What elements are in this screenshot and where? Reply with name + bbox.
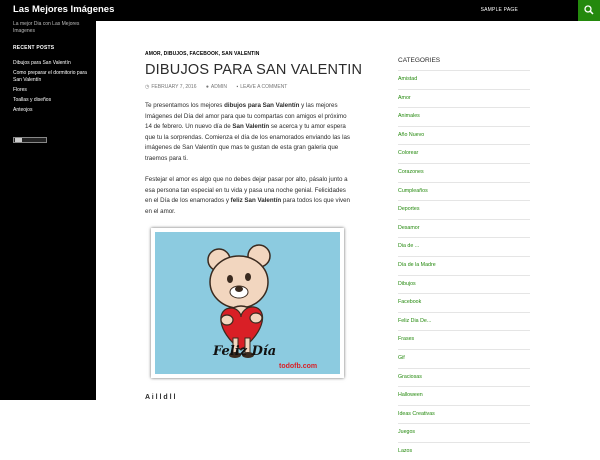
post-image[interactable]	[151, 228, 344, 378]
recent-post-link[interactable]: Anteojos	[13, 106, 33, 113]
post-title[interactable]: DIBUJOS PARA SAN VALENTIN	[145, 62, 363, 78]
next-paragraph-partial: A i l l d l l	[145, 394, 176, 401]
category-link[interactable]: Halloween	[398, 386, 530, 405]
image-caption: Feliz Día	[213, 344, 277, 359]
category-link[interactable]: Lazos	[398, 442, 530, 460]
category-link[interactable]: Frases	[398, 330, 530, 349]
recent-posts-list	[13, 60, 93, 117]
category-link[interactable]: Graciosas	[398, 368, 530, 387]
comment-icon: ▪	[236, 84, 239, 90]
category-link[interactable]: Desamor	[398, 219, 530, 238]
recent-posts-title: RECENT POSTS	[13, 45, 55, 51]
recent-post-link[interactable]: Flores	[13, 86, 27, 93]
post-paragraph: Festejar el amor es algo que no debes dejar pasar por alto, pásalo junto a esa persona tan especial en tu vida y pasa una noche genial. Felicidades en el Día de los enamorados y feliz San Valentín para todos los que viven en el amor.	[145, 176, 350, 215]
category-link[interactable]: Día de la Madre	[398, 256, 530, 275]
categories-list	[398, 70, 530, 460]
post-categories[interactable]: AMOR, DIBUJOS, FACEBOOK, SAN VALENTIN	[145, 51, 260, 57]
post-paragraph: Te presentamos los mejores dibujos para San Valentín y las mejores Imágenes del Día del amor para que tu compartas con amigos el próximo 14 de febrero. Un nuevo día de San Valentín se acerca y tu amor espera que tu la sorprendas. Comienza el día de los enamorados enviando las las imágenes de San Valentín que mas te gustan de esta gran galeria que traemos para ti.	[145, 102, 351, 162]
category-link[interactable]: Amor	[398, 89, 530, 108]
category-link[interactable]: Colorear	[398, 144, 530, 163]
search-button[interactable]	[578, 0, 600, 21]
recent-post-link[interactable]: Dibujos para San Valentín	[13, 60, 71, 66]
category-link[interactable]: Dia de ...	[398, 237, 530, 256]
category-link[interactable]: Juegos	[398, 423, 530, 442]
category-link[interactable]: Dibujos	[398, 275, 530, 294]
left-sidebar	[0, 21, 96, 400]
category-link[interactable]: Cumpleaños	[398, 182, 530, 201]
site-title[interactable]: Las Mejores Imágenes	[13, 4, 115, 15]
categories-title: CATEGORIES	[398, 57, 441, 64]
post-meta	[145, 84, 295, 90]
recent-post-link[interactable]: Como preparar el dormitorio para San Valentín	[13, 70, 87, 83]
category-link[interactable]: Amistad	[398, 70, 530, 89]
category-link[interactable]: Feliz Dia De...	[398, 312, 530, 331]
counter-badge[interactable]	[13, 137, 47, 143]
recent-post-link[interactable]: Toallas y diseños	[13, 96, 52, 103]
site-tagline: La mejor Dia con Las Mejores Imagenes	[13, 21, 80, 34]
image-watermark: todofb.com	[279, 363, 318, 370]
category-link[interactable]: Año Nuevo	[398, 126, 530, 145]
search-icon	[584, 5, 594, 15]
category-link[interactable]: Deportes	[398, 200, 530, 219]
category-link[interactable]: Ideas Creativas	[398, 405, 530, 424]
category-link[interactable]: Corazones	[398, 163, 530, 182]
post-author[interactable]: ● ADMIN	[205, 84, 228, 90]
category-link[interactable]: Gif	[398, 349, 530, 368]
nav-sample-page[interactable]: SAMPLE PAGE	[480, 7, 518, 13]
post-date[interactable]: ◷ FEBRUARY 7, 2016	[145, 84, 197, 90]
category-link[interactable]: Animales	[398, 107, 530, 126]
user-icon: ●	[205, 84, 209, 90]
clock-icon: ◷	[145, 84, 150, 90]
leave-comment-link[interactable]: ▪ LEAVE A COMMENT	[236, 84, 288, 90]
category-link[interactable]: Facebook	[398, 293, 530, 312]
top-bar	[0, 0, 600, 21]
